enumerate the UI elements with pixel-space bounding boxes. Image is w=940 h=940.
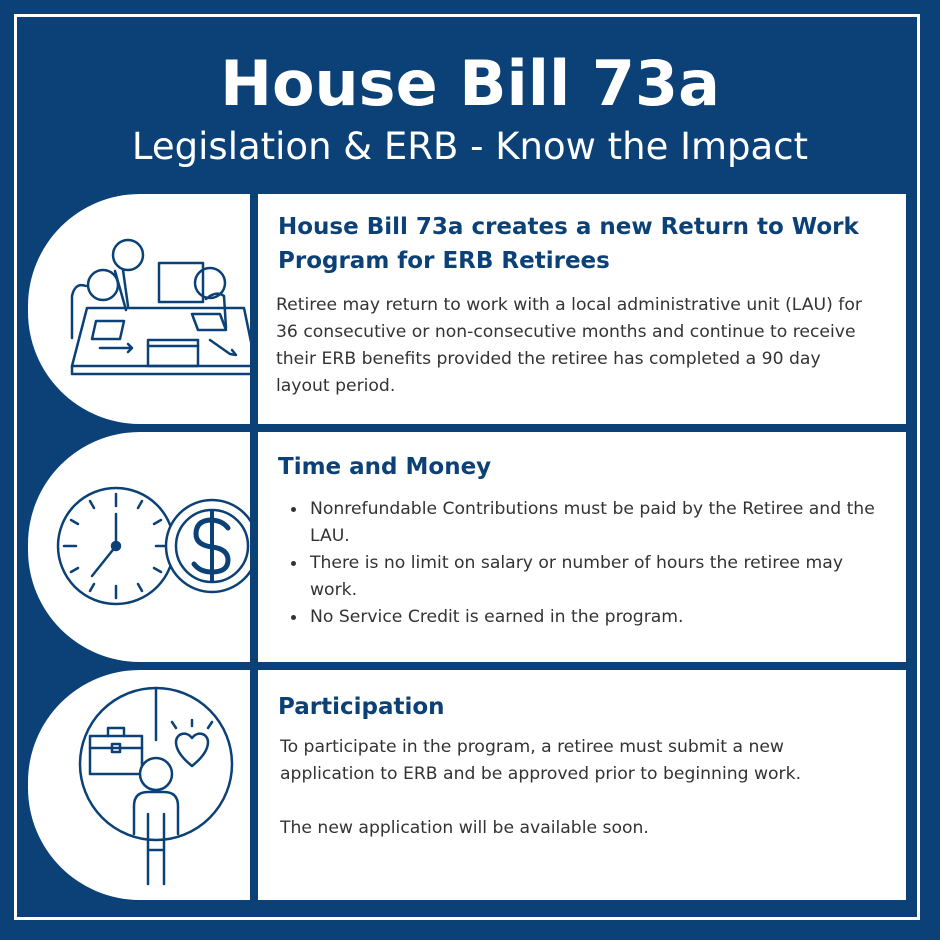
page-title: House Bill 73a <box>220 47 720 120</box>
bullet-item: Nonrefundable Contributions must be paid by the Retiree and the LAU. <box>276 496 876 550</box>
section-1-body: Retiree may return to work with a local administrative unit (LAU) for 36 consecutive or non-consecutive months and continue to receive their ERB benefits provided the retiree has completed a 90 day layout period. <box>276 295 862 396</box>
section-3-heading: Participation <box>278 694 445 720</box>
bullet-item: No Service Credit is earned in the program. <box>276 604 876 631</box>
meeting-table-icon <box>66 236 256 376</box>
section-2-panel <box>258 432 906 662</box>
section-2-icon-tab <box>28 432 250 662</box>
section-1-panel <box>258 194 906 424</box>
section-3-body <box>280 734 876 842</box>
bullet-item: There is no limit on salary or number of hours the retiree may work. <box>276 550 876 604</box>
section-3-paragraph: To participate in the program, a retiree must submit a new application to ERB and be approved prior to beginning work. <box>280 737 802 784</box>
clock-and-dollar-icon <box>50 484 250 614</box>
section-3-panel <box>258 670 906 900</box>
section-3-icon-tab <box>28 670 250 900</box>
section-2-heading: Time and Money <box>278 454 492 480</box>
page-subtitle: Legislation & ERB - Know the Impact <box>131 125 809 168</box>
section-3-note: The new application will be available soon. <box>280 818 649 838</box>
section-1-heading: House Bill 73a creates a new Return to Work Program for ERB Retirees <box>278 214 859 274</box>
section-1-icon-tab <box>28 194 250 424</box>
person-work-life-icon <box>76 684 236 888</box>
section-2-bullet-list <box>276 496 876 631</box>
